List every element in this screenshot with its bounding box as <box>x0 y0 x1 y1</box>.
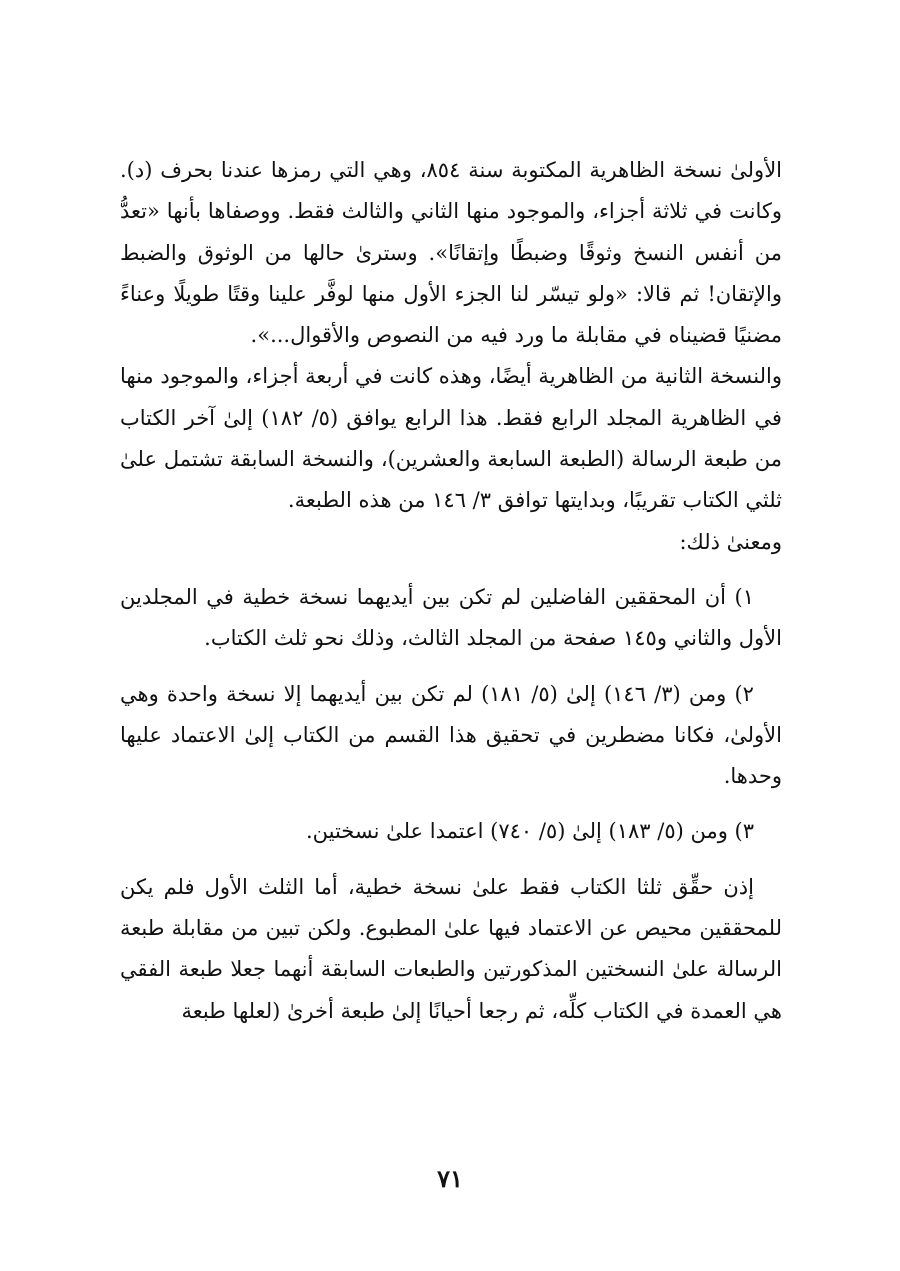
paragraph-meaning-intro: ومعنىٰ ذلك: <box>679 529 782 554</box>
paragraph-manuscript-one: الأولىٰ نسخة الظاهرية المكتوبة سنة ٨٥٤، وهي التي رمزها عندنا بحرف (د). وكانت في ثلاثة أجزاء، والموجود منها الثاني والثالث فقط. ووصفاها بأنها «تعدُّ من أنفس النسخ وثوقًا وضبطًا وإتقانًا». وسترىٰ حالها من الوثوق والضبط والإتقان! ثم قالا: «ولو تيسّر لنا الجزء الأول منها لوفَّر علينا وقتًا طويلًا وعناءً مضنيًا قضيناه في مقابلة ما ورد فيه من النصوص والأقوال...». <box>120 158 783 348</box>
paragraph-manuscript-two: والنسخة الثانية من الظاهرية أيضًا، وهذه كانت في أربعة أجزاء، والموجود منها في الظاهرية المجلد الرابع فقط. هذا الرابع يوافق (٥/ ١٨٢) إلىٰ آخر الكتاب من طبعة الرسالة (الطبعة السابعة والعشرين)، والنسخة السابقة تشتمل علىٰ ثلثي الكتاب تقريبًا، وبدايتها توافق ٣/ ١٤٦ من هذه الطبعة. <box>120 364 782 513</box>
paragraph-conclusion: إذن حقِّق ثلثا الكتاب فقط علىٰ نسخة خطية، أما الثلث الأول فلم يكن للمحققين محيص عن الاعتماد فيها علىٰ المطبوع. ولكن تبين من مقابلة طبعة الرسالة علىٰ النسختين المذكورتين والطبعات السابقة أنهما جعلا طبعة الفقي هي العمدة في الكتاب كلِّه، ثم رجعا أحيانًا إلىٰ طبعة أخرىٰ (لعلها طبعة <box>120 874 782 1023</box>
list-item-point-1: ١) أن المحققين الفاضلين لم تكن بين أيديهما نسخة خطية في المجلدين الأول والثاني و١٤٥ صفحة من المجلد الثالث، وذلك نحو ثلث الكتاب. <box>120 584 782 651</box>
page-number: ٧١ <box>437 1164 463 1193</box>
list-item-point-3: ٣) ومن (٥/ ١٨٣) إلىٰ (٥/ ٧٤٠) اعتمدا علىٰ نسختين. <box>305 819 754 844</box>
body-text <box>120 150 782 1032</box>
list-item-point-2: ٢) ومن (٣/ ١٤٦) إلىٰ (٥/ ١٨١) لم تكن بين أيديهما إلا نسخة واحدة وهي الأولىٰ، فكانا مضطرين في تحقيق هذا القسم من الكتاب إلىٰ الاعتماد عليها وحدها. <box>120 681 782 789</box>
